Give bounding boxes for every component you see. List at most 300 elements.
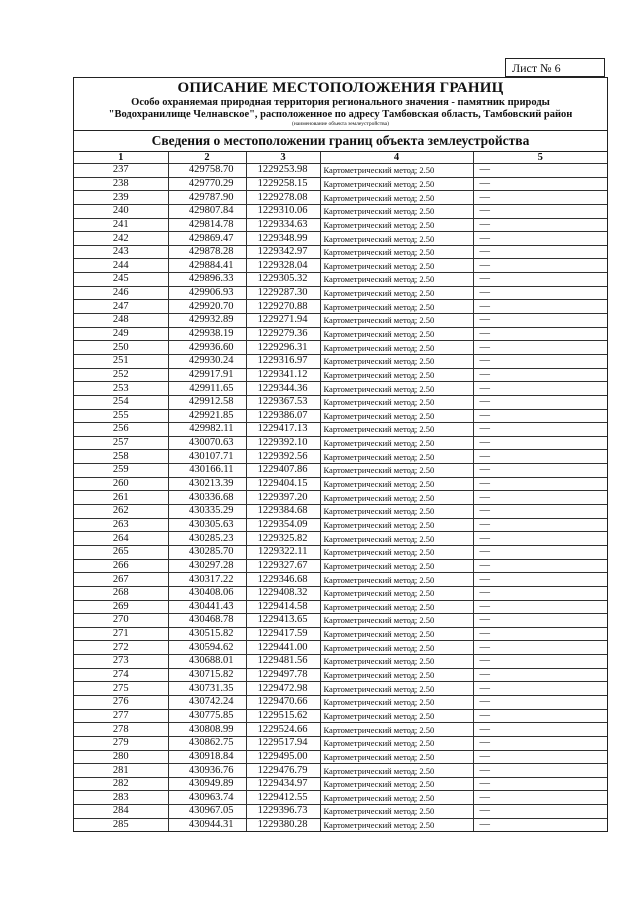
coordinate-y: 1229310.06: [246, 204, 320, 218]
point-number: 268: [74, 586, 168, 600]
table-row: [74, 600, 607, 614]
point-number: 252: [74, 368, 168, 382]
coordinate-x: 430808.99: [168, 723, 246, 737]
point-number: 246: [74, 286, 168, 300]
table-row: [74, 764, 607, 778]
description: —: [473, 586, 607, 600]
coordinate-y: 1229515.62: [246, 709, 320, 723]
point-number: 253: [74, 382, 168, 396]
coordinate-y: 1229342.97: [246, 245, 320, 259]
table-row: [74, 300, 607, 314]
point-number: 251: [74, 354, 168, 368]
description: —: [473, 545, 607, 559]
territory-line-2: "Водохранилище Челнавское", расположенное по адресу Тамбовская область, Тамбовский район: [108, 109, 573, 120]
point-number: 263: [74, 518, 168, 532]
description: —: [473, 750, 607, 764]
method-accuracy: Картометрический метод; 2.50: [320, 586, 473, 600]
table-row: [74, 286, 607, 300]
coordinate-x: 430688.01: [168, 655, 246, 669]
coordinate-y: 1229417.13: [246, 423, 320, 437]
document-title: ОПИСАНИЕ МЕСТОПОЛОЖЕНИЯ ГРАНИЦ: [177, 80, 504, 96]
point-number: 237: [74, 164, 168, 178]
coordinate-y: 1229287.30: [246, 286, 320, 300]
point-number: 264: [74, 532, 168, 546]
coordinate-y: 1229258.15: [246, 177, 320, 191]
table-row: [74, 695, 607, 709]
point-number: 238: [74, 177, 168, 191]
table-row: [74, 477, 607, 491]
coordinate-x: 430742.24: [168, 695, 246, 709]
description: —: [473, 818, 607, 831]
column-header: 4: [320, 152, 473, 164]
coordinate-y: 1229334.63: [246, 218, 320, 232]
coordinate-x: 429932.89: [168, 314, 246, 328]
method-accuracy: Картометрический метод; 2.50: [320, 723, 473, 737]
coordinate-x: 430967.05: [168, 805, 246, 819]
method-accuracy: Картометрический метод; 2.50: [320, 259, 473, 273]
method-accuracy: Картометрический метод; 2.50: [320, 682, 473, 696]
point-number: 265: [74, 545, 168, 559]
coordinate-y: 1229327.67: [246, 559, 320, 573]
point-number: 254: [74, 395, 168, 409]
description: —: [473, 559, 607, 573]
table-row: [74, 232, 607, 246]
point-number: 282: [74, 777, 168, 791]
coordinate-y: 1229270.88: [246, 300, 320, 314]
point-number: 272: [74, 641, 168, 655]
point-number: 248: [74, 314, 168, 328]
table-row: [74, 805, 607, 819]
method-accuracy: Картометрический метод; 2.50: [320, 627, 473, 641]
coordinate-y: 1229384.68: [246, 505, 320, 519]
description: —: [473, 177, 607, 191]
description: —: [473, 491, 607, 505]
method-accuracy: Картометрический метод; 2.50: [320, 518, 473, 532]
coordinates-table: [74, 152, 607, 831]
point-number: 281: [74, 764, 168, 778]
table-row: [74, 736, 607, 750]
coordinate-x: 429770.29: [168, 177, 246, 191]
table-row: [74, 164, 607, 178]
table-row: [74, 532, 607, 546]
sheet-number: Лист № 6: [505, 58, 605, 77]
coordinate-y: 1229495.00: [246, 750, 320, 764]
coordinate-y: 1229413.65: [246, 614, 320, 628]
coordinate-x: 429878.28: [168, 245, 246, 259]
method-accuracy: Картометрический метод; 2.50: [320, 273, 473, 287]
coordinate-y: 1229404.15: [246, 477, 320, 491]
coordinate-y: 1229481.56: [246, 655, 320, 669]
description: —: [473, 164, 607, 178]
description: —: [473, 723, 607, 737]
description: —: [473, 259, 607, 273]
coordinate-y: 1229392.56: [246, 450, 320, 464]
method-accuracy: Картометрический метод; 2.50: [320, 545, 473, 559]
point-number: 276: [74, 695, 168, 709]
coordinate-x: 429917.91: [168, 368, 246, 382]
coordinate-x: 430408.06: [168, 586, 246, 600]
point-number: 243: [74, 245, 168, 259]
description: —: [473, 409, 607, 423]
table-row: [74, 423, 607, 437]
method-accuracy: Картометрический метод; 2.50: [320, 818, 473, 831]
table-row: [74, 450, 607, 464]
table-row: [74, 368, 607, 382]
coordinate-x: 429787.90: [168, 191, 246, 205]
coordinate-y: 1229278.08: [246, 191, 320, 205]
coordinate-x: 430963.74: [168, 791, 246, 805]
table-row: [74, 818, 607, 831]
table-row: [74, 314, 607, 328]
point-number: 283: [74, 791, 168, 805]
description: —: [473, 736, 607, 750]
table-row: [74, 382, 607, 396]
coordinate-x: 429936.60: [168, 341, 246, 355]
method-accuracy: Картометрический метод; 2.50: [320, 600, 473, 614]
method-accuracy: Картометрический метод; 2.50: [320, 777, 473, 791]
coordinate-y: 1229476.79: [246, 764, 320, 778]
point-number: 259: [74, 464, 168, 478]
table-row: [74, 682, 607, 696]
point-number: 274: [74, 668, 168, 682]
coordinate-y: 1229346.68: [246, 573, 320, 587]
method-accuracy: Картометрический метод; 2.50: [320, 464, 473, 478]
method-accuracy: Картометрический метод; 2.50: [320, 750, 473, 764]
description: —: [473, 464, 607, 478]
coordinate-y: 1229322.11: [246, 545, 320, 559]
document-header: [74, 78, 607, 131]
description: —: [473, 232, 607, 246]
description: —: [473, 423, 607, 437]
point-number: 275: [74, 682, 168, 696]
description: —: [473, 341, 607, 355]
coordinate-x: 430949.89: [168, 777, 246, 791]
point-number: 242: [74, 232, 168, 246]
column-header: 2: [168, 152, 246, 164]
column-header: 3: [246, 152, 320, 164]
point-number: 244: [74, 259, 168, 273]
column-header: 1: [74, 152, 168, 164]
coordinates-table-body: [74, 152, 607, 831]
method-accuracy: Картометрический метод; 2.50: [320, 382, 473, 396]
column-header-row: [74, 152, 607, 164]
table-row: [74, 273, 607, 287]
description: —: [473, 655, 607, 669]
method-accuracy: Картометрический метод; 2.50: [320, 695, 473, 709]
table-row: [74, 545, 607, 559]
coordinate-y: 1229367.53: [246, 395, 320, 409]
coordinate-x: 430468.78: [168, 614, 246, 628]
coordinate-y: 1229517.94: [246, 736, 320, 750]
coordinate-x: 430936.76: [168, 764, 246, 778]
coordinate-x: 429807.84: [168, 204, 246, 218]
coordinate-x: 429921.85: [168, 409, 246, 423]
coordinate-y: 1229497.78: [246, 668, 320, 682]
method-accuracy: Картометрический метод; 2.50: [320, 614, 473, 628]
table-row: [74, 409, 607, 423]
table-row: [74, 641, 607, 655]
coordinate-x: 429911.65: [168, 382, 246, 396]
coordinate-x: 430285.70: [168, 545, 246, 559]
coordinate-y: 1229472.98: [246, 682, 320, 696]
coordinate-y: 1229434.97: [246, 777, 320, 791]
table-row: [74, 614, 607, 628]
method-accuracy: Картометрический метод; 2.50: [320, 245, 473, 259]
point-number: 239: [74, 191, 168, 205]
table-row: [74, 709, 607, 723]
coordinate-y: 1229396.73: [246, 805, 320, 819]
description: —: [473, 764, 607, 778]
description: —: [473, 245, 607, 259]
coordinate-y: 1229279.36: [246, 327, 320, 341]
description: —: [473, 395, 607, 409]
coordinate-y: 1229407.86: [246, 464, 320, 478]
method-accuracy: Картометрический метод; 2.50: [320, 232, 473, 246]
coordinate-y: 1229341.12: [246, 368, 320, 382]
table-row: [74, 668, 607, 682]
point-number: 247: [74, 300, 168, 314]
table-row: [74, 191, 607, 205]
point-number: 280: [74, 750, 168, 764]
method-accuracy: Картометрический метод; 2.50: [320, 491, 473, 505]
table-row: [74, 559, 607, 573]
table-row: [74, 354, 607, 368]
coordinate-x: 429906.93: [168, 286, 246, 300]
method-accuracy: Картометрический метод; 2.50: [320, 668, 473, 682]
method-accuracy: Картометрический метод; 2.50: [320, 450, 473, 464]
point-number: 279: [74, 736, 168, 750]
coordinate-x: 429869.47: [168, 232, 246, 246]
coordinate-x: 429884.41: [168, 259, 246, 273]
description: —: [473, 382, 607, 396]
description: —: [473, 191, 607, 205]
point-number: 285: [74, 818, 168, 831]
point-number: 277: [74, 709, 168, 723]
table-row: [74, 218, 607, 232]
method-accuracy: Картометрический метод; 2.50: [320, 286, 473, 300]
method-accuracy: Картометрический метод; 2.50: [320, 177, 473, 191]
table-row: [74, 505, 607, 519]
point-number: 267: [74, 573, 168, 587]
method-accuracy: Картометрический метод; 2.50: [320, 314, 473, 328]
point-number: 266: [74, 559, 168, 573]
table-row: [74, 627, 607, 641]
coordinate-y: 1229344.36: [246, 382, 320, 396]
coordinate-y: 1229380.28: [246, 818, 320, 831]
coordinate-x: 430594.62: [168, 641, 246, 655]
method-accuracy: Картометрический метод; 2.50: [320, 191, 473, 205]
method-accuracy: Картометрический метод; 2.50: [320, 641, 473, 655]
coordinate-y: 1229328.04: [246, 259, 320, 273]
coordinate-x: 430317.22: [168, 573, 246, 587]
point-number: 270: [74, 614, 168, 628]
table-row: [74, 259, 607, 273]
coordinate-x: 429920.70: [168, 300, 246, 314]
method-accuracy: Картометрический метод; 2.50: [320, 505, 473, 519]
table-row: [74, 341, 607, 355]
description: —: [473, 436, 607, 450]
method-accuracy: Картометрический метод; 2.50: [320, 736, 473, 750]
description: —: [473, 532, 607, 546]
coordinate-x: 430862.75: [168, 736, 246, 750]
document-frame: [73, 77, 608, 832]
table-row: [74, 586, 607, 600]
section-title: Сведения о местоположении границ объекта землеустройства: [74, 131, 607, 152]
coordinate-x: 430285.23: [168, 532, 246, 546]
coordinate-x: 430944.31: [168, 818, 246, 831]
coordinate-x: 430775.85: [168, 709, 246, 723]
coordinate-y: 1229470.66: [246, 695, 320, 709]
description: —: [473, 641, 607, 655]
coordinate-y: 1229296.31: [246, 341, 320, 355]
method-accuracy: Картометрический метод; 2.50: [320, 423, 473, 437]
point-number: 250: [74, 341, 168, 355]
method-accuracy: Картометрический метод; 2.50: [320, 327, 473, 341]
method-accuracy: Картометрический метод; 2.50: [320, 532, 473, 546]
point-number: 256: [74, 423, 168, 437]
table-row: [74, 464, 607, 478]
table-row: [74, 245, 607, 259]
point-number: 284: [74, 805, 168, 819]
coordinate-x: 429896.33: [168, 273, 246, 287]
point-number: 261: [74, 491, 168, 505]
coordinate-y: 1229253.98: [246, 164, 320, 178]
method-accuracy: Картометрический метод; 2.50: [320, 300, 473, 314]
description: —: [473, 505, 607, 519]
point-number: 255: [74, 409, 168, 423]
point-number: 257: [74, 436, 168, 450]
method-accuracy: Картометрический метод; 2.50: [320, 368, 473, 382]
coordinate-x: 430715.82: [168, 668, 246, 682]
coordinate-y: 1229348.99: [246, 232, 320, 246]
point-number: 245: [74, 273, 168, 287]
object-caption: (наименование объекта землеустройства): [292, 121, 389, 127]
coordinate-x: 430166.11: [168, 464, 246, 478]
description: —: [473, 518, 607, 532]
table-row: [74, 327, 607, 341]
point-number: 262: [74, 505, 168, 519]
point-number: 269: [74, 600, 168, 614]
table-row: [74, 518, 607, 532]
coordinate-y: 1229386.07: [246, 409, 320, 423]
coordinate-x: 429982.11: [168, 423, 246, 437]
method-accuracy: Картометрический метод; 2.50: [320, 559, 473, 573]
coordinate-x: 429912.58: [168, 395, 246, 409]
coordinate-x: 430107.71: [168, 450, 246, 464]
description: —: [473, 777, 607, 791]
column-header: 5: [473, 152, 607, 164]
point-number: 273: [74, 655, 168, 669]
description: —: [473, 682, 607, 696]
method-accuracy: Картометрический метод; 2.50: [320, 805, 473, 819]
table-row: [74, 655, 607, 669]
description: —: [473, 614, 607, 628]
coordinate-y: 1229325.82: [246, 532, 320, 546]
description: —: [473, 300, 607, 314]
territory-line-1: Особо охраняемая природная территория регионального значения - памятник природы: [131, 97, 550, 108]
method-accuracy: Картометрический метод; 2.50: [320, 791, 473, 805]
description: —: [473, 695, 607, 709]
coordinate-y: 1229354.09: [246, 518, 320, 532]
coordinate-y: 1229305.32: [246, 273, 320, 287]
method-accuracy: Картометрический метод; 2.50: [320, 354, 473, 368]
method-accuracy: Картометрический метод; 2.50: [320, 477, 473, 491]
description: —: [473, 204, 607, 218]
point-number: 260: [74, 477, 168, 491]
coordinate-y: 1229414.58: [246, 600, 320, 614]
coordinate-x: 430070.63: [168, 436, 246, 450]
coordinate-y: 1229412.55: [246, 791, 320, 805]
table-row: [74, 436, 607, 450]
point-number: 278: [74, 723, 168, 737]
description: —: [473, 450, 607, 464]
description: —: [473, 273, 607, 287]
method-accuracy: Картометрический метод; 2.50: [320, 436, 473, 450]
table-row: [74, 395, 607, 409]
method-accuracy: Картометрический метод; 2.50: [320, 341, 473, 355]
coordinate-y: 1229271.94: [246, 314, 320, 328]
coordinate-y: 1229397.20: [246, 491, 320, 505]
method-accuracy: Картометрический метод; 2.50: [320, 655, 473, 669]
coordinate-x: 430918.84: [168, 750, 246, 764]
method-accuracy: Картометрический метод; 2.50: [320, 164, 473, 178]
coordinate-y: 1229408.32: [246, 586, 320, 600]
coordinate-x: 430305.63: [168, 518, 246, 532]
description: —: [473, 314, 607, 328]
description: —: [473, 627, 607, 641]
coordinate-x: 430297.28: [168, 559, 246, 573]
description: —: [473, 477, 607, 491]
coordinate-x: 430515.82: [168, 627, 246, 641]
coordinate-x: 430335.29: [168, 505, 246, 519]
table-row: [74, 204, 607, 218]
coordinate-y: 1229316.97: [246, 354, 320, 368]
description: —: [473, 668, 607, 682]
table-row: [74, 777, 607, 791]
table-row: [74, 177, 607, 191]
description: —: [473, 600, 607, 614]
coordinate-x: 429930.24: [168, 354, 246, 368]
description: —: [473, 286, 607, 300]
coordinate-y: 1229392.10: [246, 436, 320, 450]
point-number: 241: [74, 218, 168, 232]
description: —: [473, 368, 607, 382]
method-accuracy: Картометрический метод; 2.50: [320, 573, 473, 587]
coordinate-x: 430213.39: [168, 477, 246, 491]
table-row: [74, 491, 607, 505]
description: —: [473, 327, 607, 341]
coordinate-x: 429938.19: [168, 327, 246, 341]
description: —: [473, 805, 607, 819]
description: —: [473, 709, 607, 723]
coordinate-y: 1229417.59: [246, 627, 320, 641]
coordinate-y: 1229441.00: [246, 641, 320, 655]
description: —: [473, 791, 607, 805]
point-number: 258: [74, 450, 168, 464]
coordinate-x: 429758.70: [168, 164, 246, 178]
coordinate-y: 1229524.66: [246, 723, 320, 737]
point-number: 249: [74, 327, 168, 341]
coordinate-x: 430731.35: [168, 682, 246, 696]
method-accuracy: Картометрический метод; 2.50: [320, 764, 473, 778]
method-accuracy: Картометрический метод; 2.50: [320, 204, 473, 218]
table-row: [74, 723, 607, 737]
coordinate-x: 430441.43: [168, 600, 246, 614]
description: —: [473, 573, 607, 587]
method-accuracy: Картометрический метод; 2.50: [320, 409, 473, 423]
point-number: 271: [74, 627, 168, 641]
table-row: [74, 791, 607, 805]
